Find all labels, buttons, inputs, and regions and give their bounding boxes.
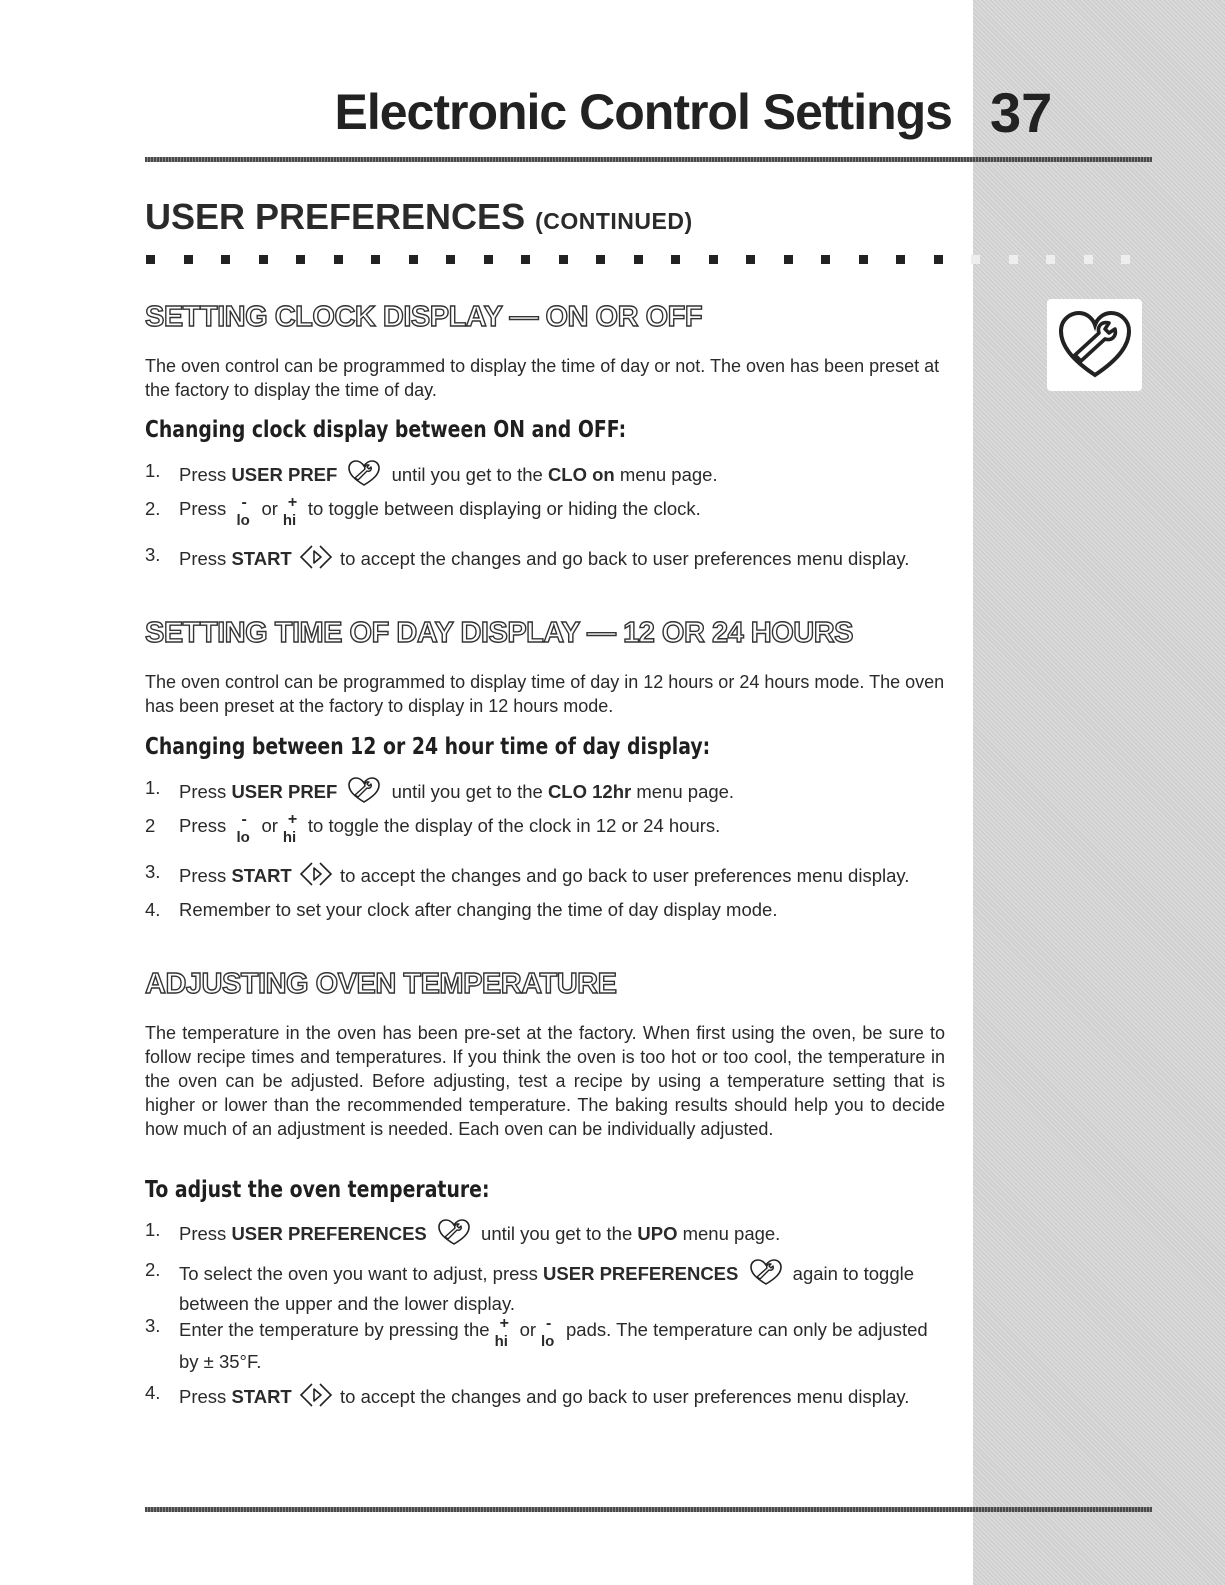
user-preferences-key-label: USER PREFERENCES: [231, 1222, 427, 1244]
step-text: menu page.: [614, 463, 718, 485]
step-text: to accept the changes and go back to user preferences menu display.: [334, 864, 910, 886]
wrench-heart-icon: [344, 459, 384, 493]
divider-dot: [371, 255, 380, 264]
clock-display-subheading: Changing clock display between ON and OFF:: [145, 417, 627, 443]
user-pref-tab-icon: [1047, 299, 1142, 391]
divider-dot: [859, 255, 868, 264]
step-number: 4.: [145, 899, 161, 920]
wrench-heart-icon: [434, 1218, 474, 1252]
hi-pad: [494, 1314, 516, 1350]
step-text: Press: [179, 1385, 232, 1407]
step-number: 2.: [145, 1259, 161, 1280]
user-pref-key-label: USER PREF: [231, 780, 338, 802]
step-text: pads. The temperature can only be adjusted by ± 35°F.: [179, 1319, 928, 1372]
hi-pad: [282, 494, 304, 529]
divider-dot: [671, 255, 680, 264]
step-text: Press: [179, 498, 232, 519]
side-tab-band: [973, 0, 1225, 1585]
start-diamond-icon: [299, 1381, 333, 1415]
lo-pad: [540, 1314, 562, 1350]
time-display-subheading: Changing between 12 or 24 hour time of day display:: [145, 734, 711, 760]
step-text: or: [261, 498, 278, 519]
hi-label: hi: [494, 1333, 508, 1350]
clock-display-heading: SETTING CLOCK DISPLAY — ON OR OFF: [145, 301, 703, 333]
step-text: Press: [179, 547, 232, 569]
step-text: Enter the temperature by pressing the: [179, 1319, 490, 1340]
divider-dot: [484, 255, 493, 264]
step-number: 1.: [145, 460, 161, 481]
start-diamond-icon: [299, 543, 333, 577]
divider-dot: [1009, 255, 1018, 264]
divider-dot: [146, 255, 155, 264]
divider-dot: [221, 255, 230, 264]
step-text: to accept the changes and go back to user preferences menu display.: [334, 1385, 910, 1407]
time-display-intro: The oven control can be programmed to display time of day in 12 hours or 24 hours mode. The oven has been preset at the factory to display in 12 hours mode.: [145, 672, 945, 716]
start-diamond-icon: [299, 860, 333, 894]
menu-page-label: UPO: [637, 1222, 678, 1244]
menu-page-label: CLO on: [547, 463, 615, 485]
step-text: until you get to the: [386, 780, 548, 802]
step-number: 2: [145, 815, 156, 836]
step-text: Remember to set your clock after changing the time of day display mode.: [179, 899, 778, 920]
step-number: 4.: [145, 1382, 161, 1403]
divider-dot: [784, 255, 793, 264]
divider-dot: [934, 255, 943, 264]
step-text: Press: [179, 815, 232, 836]
step-text: Press: [179, 1222, 232, 1244]
step-text: until you get to the: [475, 1222, 638, 1244]
step-text: Press: [179, 864, 232, 886]
divider-dot: [259, 255, 268, 264]
plus-symbol: +: [287, 494, 298, 511]
step-text: menu page.: [677, 1222, 781, 1244]
divider-dot: [296, 255, 305, 264]
divider-dot: [634, 255, 643, 264]
step-number: 1.: [145, 1219, 161, 1240]
page-title: Electronic Control Settings: [334, 84, 952, 140]
divider-dot: [1046, 255, 1055, 264]
divider-dot: [521, 255, 530, 264]
plus-symbol: +: [499, 1315, 509, 1332]
step-text: or: [519, 1319, 537, 1340]
hi-label: hi: [282, 512, 297, 529]
clock-display-intro: The oven control can be programmed to display the time of day or not. The oven has been preset at the factory to display the time of day.: [145, 356, 940, 400]
divider-dot: [409, 255, 418, 264]
step-text: until you get to the: [386, 463, 548, 485]
divider-dot: [821, 255, 830, 264]
dotted-divider: [146, 255, 1156, 265]
plus-symbol: +: [287, 811, 298, 828]
lo-pad: [235, 494, 257, 529]
start-key-label: START: [231, 1385, 292, 1407]
step-text: menu page.: [631, 780, 735, 802]
section-title-text: USER PREFERENCES: [145, 196, 526, 237]
divider-dot: [709, 255, 718, 264]
lo-label: lo: [236, 829, 250, 846]
step-text: to toggle between displaying or hiding the clock.: [307, 498, 701, 519]
start-key-label: START: [231, 864, 292, 886]
lo-pad: [235, 811, 257, 846]
step-text: or: [261, 815, 278, 836]
start-key-label: START: [231, 547, 292, 569]
user-preferences-key-label: USER PREFERENCES: [543, 1262, 739, 1284]
oven-temp-subheading: To adjust the oven temperature:: [145, 1177, 490, 1203]
minus-symbol: -: [546, 1315, 552, 1332]
minus-symbol: -: [241, 811, 247, 828]
step-number: 3.: [145, 1315, 161, 1336]
step-text: to toggle the display of the clock in 12 or 24 hours.: [307, 815, 721, 836]
divider-dot: [596, 255, 605, 264]
wrench-heart-icon: [746, 1258, 786, 1292]
section-title: [145, 196, 693, 238]
divider-dot: [446, 255, 455, 264]
wrench-heart-icon: [344, 776, 384, 810]
lo-label: lo: [541, 1333, 555, 1350]
footer-rule: [145, 1507, 1152, 1512]
hi-pad: [282, 811, 304, 846]
divider-dot: [334, 255, 343, 264]
step-number: 3.: [145, 861, 161, 882]
step-text: again to toggle between the upper and the lower display.: [179, 1262, 915, 1314]
divider-dot: [559, 255, 568, 264]
divider-dot: [971, 255, 980, 264]
divider-dot: [896, 255, 905, 264]
step-text: To select the oven you want to adjust, press: [179, 1262, 544, 1284]
divider-dot: [1121, 255, 1130, 264]
hi-label: hi: [282, 829, 297, 846]
menu-page-label: CLO 12hr: [547, 780, 632, 802]
step-number: 2.: [145, 498, 161, 519]
divider-dot: [184, 255, 193, 264]
continued-label: (CONTINUED): [535, 208, 693, 234]
oven-temp-intro: The temperature in the oven has been pre-set at the factory. When first using the oven, be sure to follow recipe times and temperatures. If you think the oven is too hot or too cool, the temperature in the oven can be adjusted. Before adjusting, test a recipe by using a temperature setting that is higher or lower than the recommended temperature. The baking results should help you to decide how much of an adjustment is needed. Each oven can be individually adjusted.: [145, 1023, 945, 1139]
divider-dot: [1084, 255, 1093, 264]
step-text: to accept the changes and go back to user preferences menu display.: [334, 547, 910, 569]
oven-temp-heading: ADJUSTING OVEN TEMPERATURE: [145, 968, 617, 1000]
time-display-heading: SETTING TIME OF DAY DISPLAY — 12 OR 24 HOURS: [145, 617, 854, 649]
page-number: 37: [990, 81, 1053, 144]
user-pref-key-label: USER PREF: [231, 463, 338, 485]
divider-dot: [746, 255, 755, 264]
lo-label: lo: [236, 512, 250, 529]
step-number: 3.: [145, 544, 161, 565]
step-text: Press: [179, 463, 232, 485]
step-number: 1.: [145, 777, 161, 798]
header-rule: [145, 157, 1152, 162]
wrench-heart-icon: [1055, 307, 1135, 383]
minus-symbol: -: [241, 494, 247, 511]
step-text: Press: [179, 780, 232, 802]
